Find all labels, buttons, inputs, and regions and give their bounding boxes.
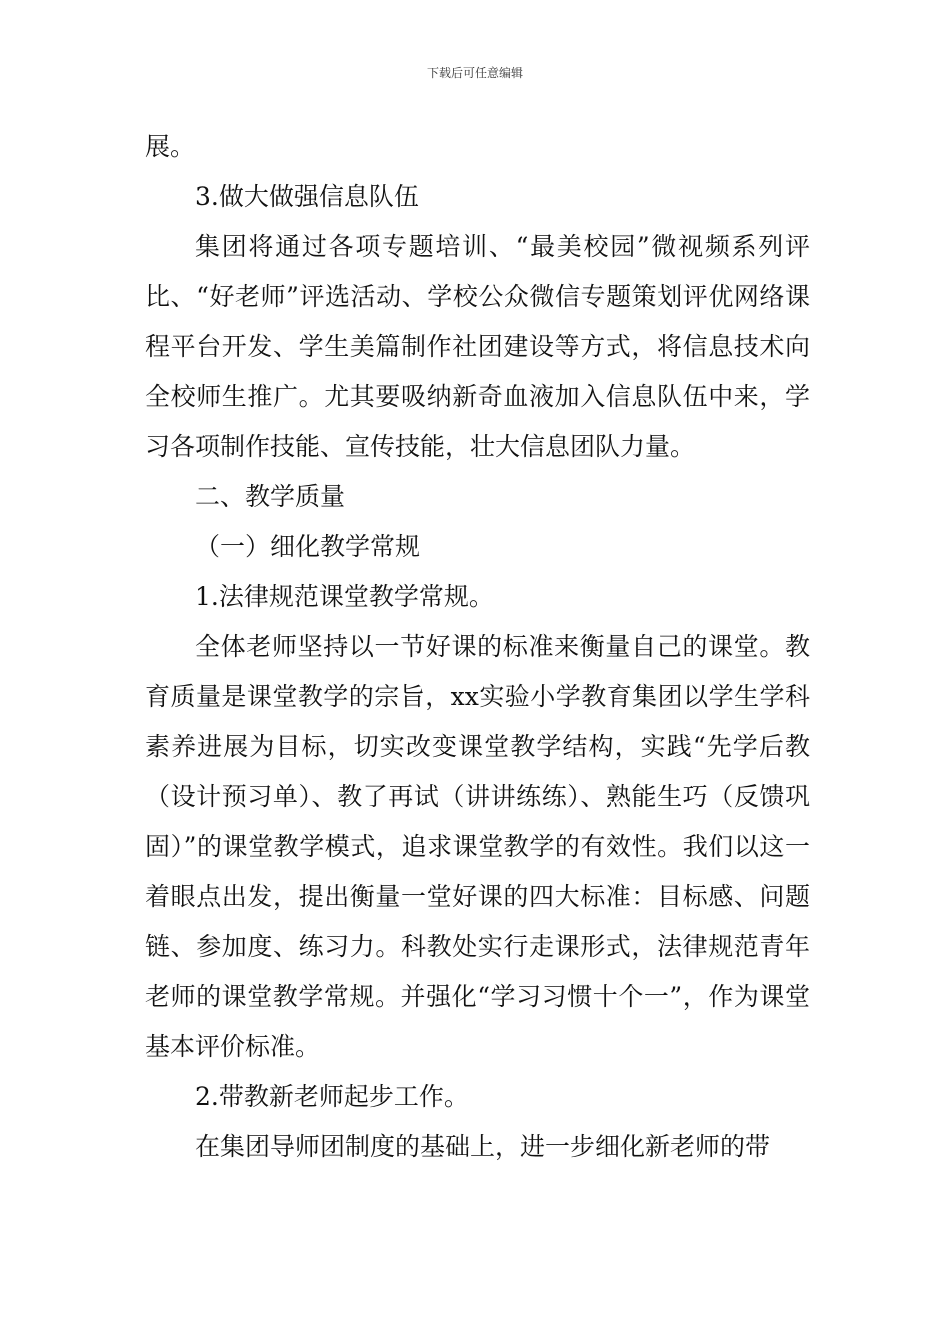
paragraph-classroom-routine: 全体老师坚持以一节好课的标准来衡量自己的课堂。教育质量是课堂教学的宗旨，xx实验小学教育集团以学生学科素养进展为目标，切实改变课堂教学结构，实践“先学后教（设计预习单）、教了再试（讲讲练练）、熟能生巧（反馈巩固）”的课堂教学模式，追求课堂教学的有效性。我们以这一着眼点出发，提出衡量一堂好课的四大标准：目标感、问题链、参加度、练习力。科教处实行走课形式，法律规范青年老师的课堂教学常规。并强化“学习习惯十个一”，作为课堂基本评价标准。 — [145, 632, 810, 1061]
heading-info-team: 3.做大做强信息队伍 — [195, 182, 419, 211]
document-body — [145, 122, 810, 1172]
paragraph-info-team: 集团将通过各项专题培训、“最美校园”微视频系列评比、“好老师”评选活动、学校公众微信专题策划评优网络课程平台开发、学生美篇制作社团建设等方式，将信息技术向全校师生推广。尤其要吸纳新奇血液加入信息队伍中来，学习各项制作技能、宣传技能，壮大信息团队力量。 — [145, 232, 810, 461]
heading-teaching-routine: （一）细化教学常规 — [195, 532, 421, 561]
paragraph-new-teachers: 在集团导师团制度的基础上，进一步细化新老师的带 — [195, 1132, 771, 1161]
heading-new-teachers: 2.带教新老师起步工作。 — [195, 1082, 469, 1111]
heading-teaching-quality: 二、教学质量 — [195, 482, 346, 511]
heading-classroom-routine: 1.法律规范课堂教学常规。 — [195, 582, 494, 611]
page-header: 下载后可任意编辑 — [426, 66, 523, 80]
paragraph-continuation: 展。 — [145, 132, 196, 161]
